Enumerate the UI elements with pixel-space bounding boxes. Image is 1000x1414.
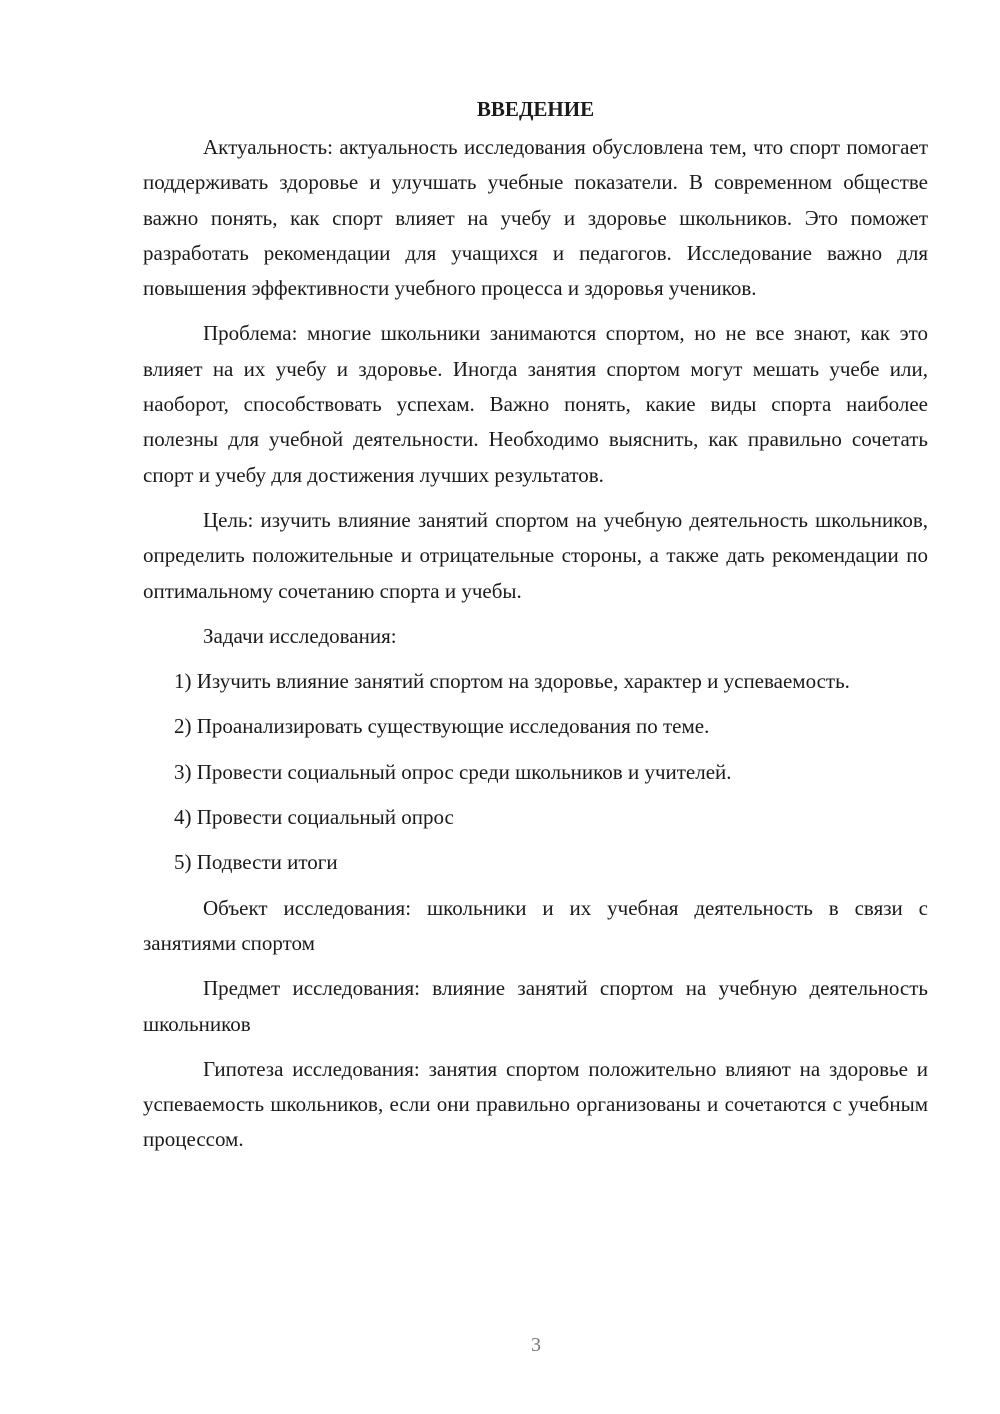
task-item-4: 4) Провести социальный опрос [174, 805, 454, 830]
paragraph-object: Объект исследования: школьники и их учебная деятельность в связи с занятиями спортом [143, 895, 928, 955]
paragraph-problem: Проблема: многие школьники занимаются спортом, но не все знают, как это влияет на их учебу и здоровье. Иногда занятия спортом могут мешать учебе или, наоборот, способствовать успехам. Важно понять, какие виды спорта наиболее полезны для учебной деятельности. Необходимо выяснить, как правильно сочетать спорт и учебу для достижения лучших результатов. [143, 321, 928, 487]
task-item-3: 3) Провести социальный опрос среди школьников и учителей. [174, 759, 732, 784]
task-item-1: 1) Изучить влияние занятий спортом на здоровье, характер и успеваемость. [174, 669, 850, 694]
task-item-2: 2) Проанализировать существующие исследования по теме. [174, 714, 710, 739]
paragraph-hypothesis: Гипотеза исследования: занятия спортом положительно влияют на здоровье и успеваемость школьников, если они правильно организованы и сочетаются с учебным процессом. [143, 1056, 928, 1152]
paragraph-goal: Цель: изучить влияние занятий спортом на учебную деятельность школьников, определить положительные и отрицательные стороны, а также дать рекомендации по оптимальному сочетанию спорта и учебы. [143, 507, 928, 603]
paragraph-relevance: Актуальность: актуальность исследования обусловлена тем, что спорт помогает поддерживать здоровье и улучшать учебные показатели. В современном обществе важно понять, как спорт влияет на учебу и здоровье школьников. Это поможет разработать рекомендации для учащихся и педагогов. Исследование важно для повышения эффективности учебного процесса и здоровья учеников. [143, 135, 928, 301]
paragraph-subject: Предмет исследования: влияние занятий спортом на учебную деятельность школьников [143, 976, 928, 1036]
paragraph-tasks-heading: Задачи исследования: [203, 623, 397, 648]
page-title: ВВЕДЕНИЕ [476, 97, 595, 121]
page-content [143, 92, 928, 1158]
task-item-5: 5) Подвести итоги [174, 850, 338, 875]
page-number: 3 [531, 1334, 541, 1356]
